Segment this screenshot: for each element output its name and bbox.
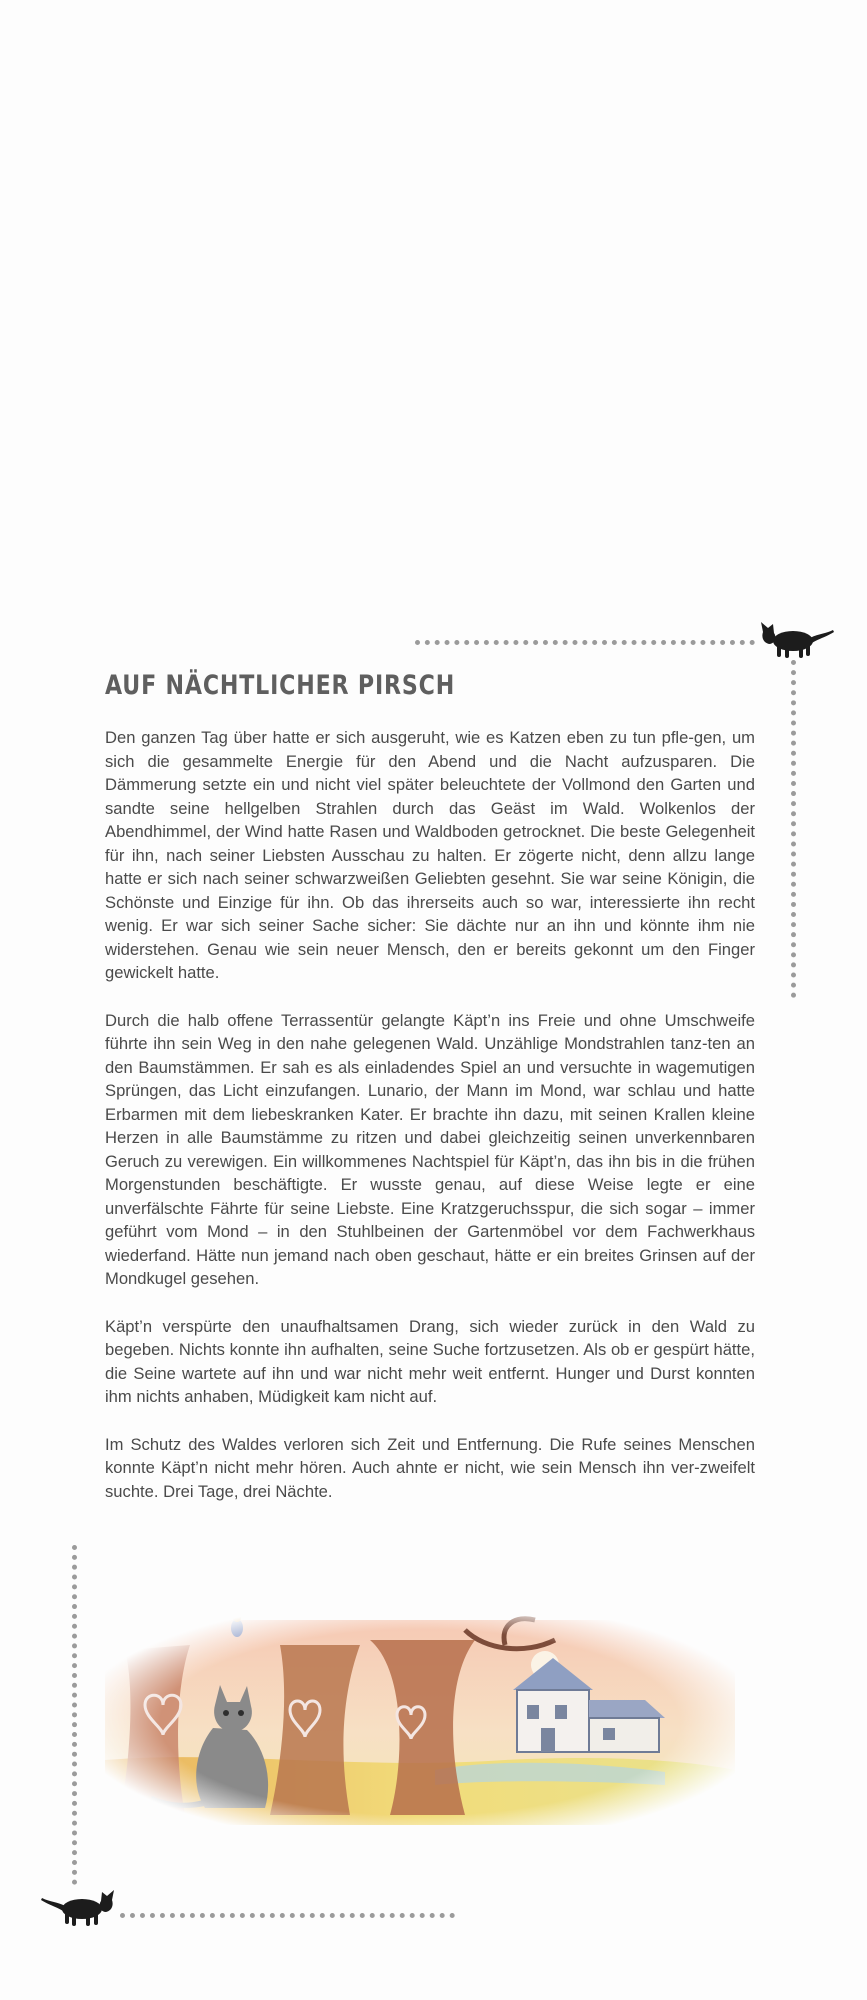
forest-cat-house-illustration [105,1610,735,1835]
top-dotted-line [415,640,755,645]
paragraph-1: Den ganzen Tag über hatte er sich ausgeruht, wie es Katzen eben zu tun pfle-gen, um sich die gesammelte Energie für den Abend und die Nacht aufzusparen. Die Dämmerung setzte ein und nicht viel später beleuchtete der Vollmond den Garten und sandte seine hellgelben Strahlen durch das Geäst im Wald. Wolkenlos der Abendhimmel, der Wind hatte Rasen und Waldboden getrocknet. Die beste Gelegenheit für ihn, nach seiner Liebsten Ausschau zu halten. Er zögerte nicht, denn allzu lange hatte er sich nach seiner schwarzweißen Geliebten gesehnt. Sie war seine Königin, die Schönste und Einzige für ihn. Ob das ihrerseits auch so war, interessierte ihn recht wenig. Er war sich seiner Sache sicher: Sie dächte nur an ihn und könnte ihm nie widerstehen. Genau wie sein neuer Mensch, den er bereits gekonnt um den Finger gewickelt hatte. [105,728,755,982]
paragraph-2: Durch die halb offene Terrassentür gelangte Käpt’n ins Freie und ohne Umschweife führte ihn sein Weg in den nahe gelegenen Wald. Unzählige Mondstrahlen tanz-ten an den Baumstämmen. Er sah es als einladendes Spiel an und versuchte in wagemutigen Sprüngen, das Licht einzufangen. Lunario, der Mann im Mond, war schlau und hatte Erbarmen mit dem liebeskranken Kater. Er brachte ihn dazu, mit seinen Krallen kleine Herzen in alle Baumstämme zu ritzen und dabei gleichzeitig seinen unverkennbaren Geruch zu verewigen. Ein willkommenes Nachtspiel für Käpt’n, das ihn bis in die frühen Morgenstunden beschäftigte. Er wusste genau, auf diese Weise legte er eine unverfälschte Fährte für seine Liebste. Eine Kratzgeruchsspur, die sich sogar – immer geführt vom Mond – in den Stuhlbeinen der Gartenmöbel vor dem Fachwerkhaus wiederfand. Hätte nun jemand nach oben geschaut, hätte er ein breites Grinsen auf der Mondkugel gesehen. [105,1010,755,1288]
bottom-dotted-line [120,1913,455,1918]
cat-silhouette-icon [40,1880,120,1928]
right-dotted-line [791,660,796,998]
left-dotted-line [72,1545,77,1885]
paragraph-4: Im Schutz des Waldes verloren sich Zeit und Entfernung. Die Rufe seines Menschen konnte Käpt’n nicht mehr hören. Auch ahnte er nicht, wie sein Mensch ihn ver-zweifelt suchte. Drei Tage, drei Nächte. [105,1434,755,1501]
cat-silhouette-icon [755,612,835,660]
paragraph-3: Käpt’n verspürte den unaufhaltsamen Drang, sich wieder zurück in den Wald zu begeben. Nichts konnte ihn aufhalten, seine Suche fortzusetzen. Als ob er gespürt hätte, die Seine wartete auf ihn und war nicht mehr weit entfernt. Hunger und Durst konnten ihm nichts anhaben, Müdigkeit kam nicht auf. [105,1316,755,1406]
story-text [105,726,755,1527]
chapter-title: AUF NÄCHTLICHER PIRSCH [105,670,456,701]
